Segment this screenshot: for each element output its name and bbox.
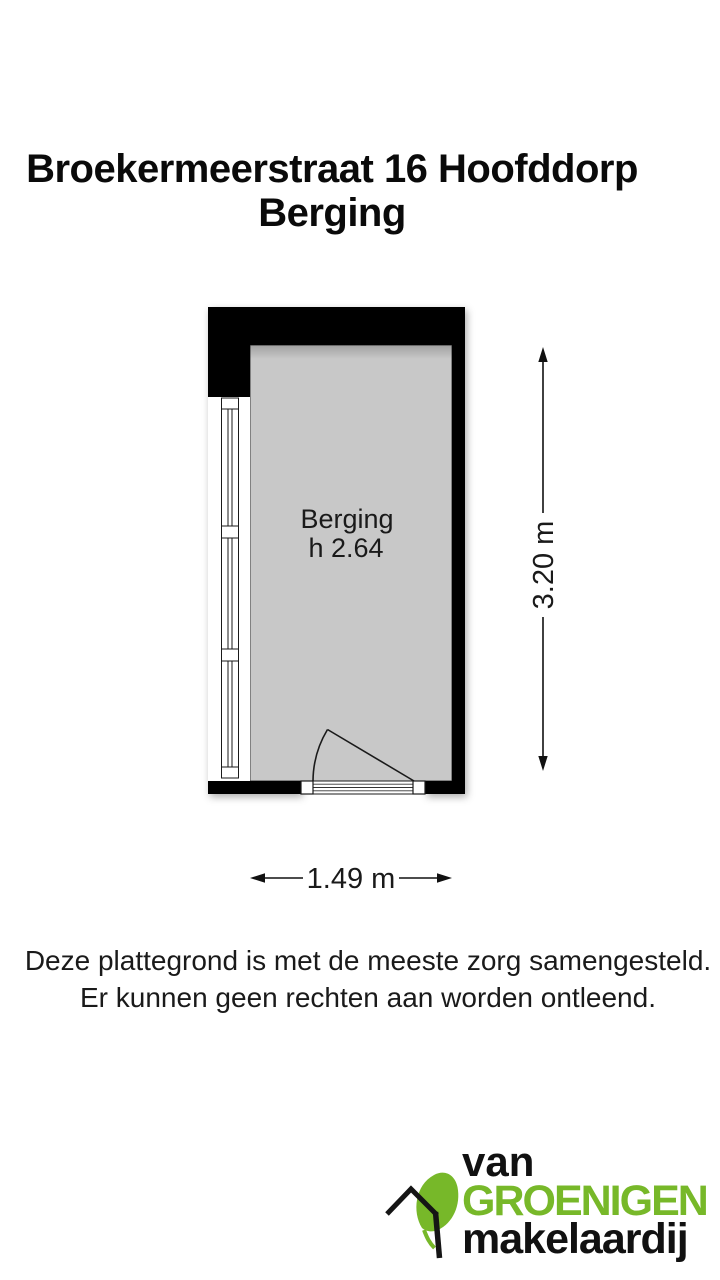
window-post [222, 398, 239, 409]
logo-house-icon [384, 1168, 462, 1260]
window-post [222, 649, 239, 661]
title-address: Broekermeerstraat 16 Hoofddorp [26, 147, 638, 191]
height-dimension-label: 3.20 m [528, 520, 560, 610]
room-ceiling-height: h 2.64 [308, 533, 384, 563]
wall-right [452, 307, 465, 794]
room-floor [250, 345, 452, 781]
disclaimer-line1: Deze plattegrond is met de meeste zorg samengesteld. [24, 945, 712, 976]
arrow-down-icon [538, 756, 547, 771]
room-floor-shading [250, 345, 452, 359]
window-frame [222, 398, 239, 778]
width-dimension [250, 863, 452, 895]
door-post [301, 781, 313, 794]
window-icon [222, 398, 239, 778]
title-room: Berging [258, 191, 406, 235]
arrow-up-icon [538, 347, 547, 362]
wall-bottom-right [425, 781, 465, 794]
arrow-left-icon [250, 873, 265, 882]
wall-left-upper [208, 307, 250, 397]
page-title [0, 147, 692, 235]
disclaimer-line2: Er kunnen geen rechten aan worden ontleend. [80, 982, 656, 1013]
door-post [413, 781, 425, 794]
arrow-right-icon [437, 873, 452, 882]
height-dimension [528, 347, 560, 771]
disclaimer [8, 942, 720, 1016]
logo-leaf-stem [424, 1230, 435, 1248]
window-post [222, 767, 239, 778]
floorplan [180, 290, 600, 910]
window-post [222, 526, 239, 538]
wall-bottom-left [208, 781, 301, 794]
room-label: Berging [300, 504, 394, 534]
width-dimension-label: 1.49 m [306, 863, 396, 895]
logo-text-makelaardij: makelaardij [462, 1215, 688, 1263]
logo-text-van: van [462, 1138, 535, 1185]
logo-text-groenigen: GROENIGEN [462, 1177, 707, 1225]
